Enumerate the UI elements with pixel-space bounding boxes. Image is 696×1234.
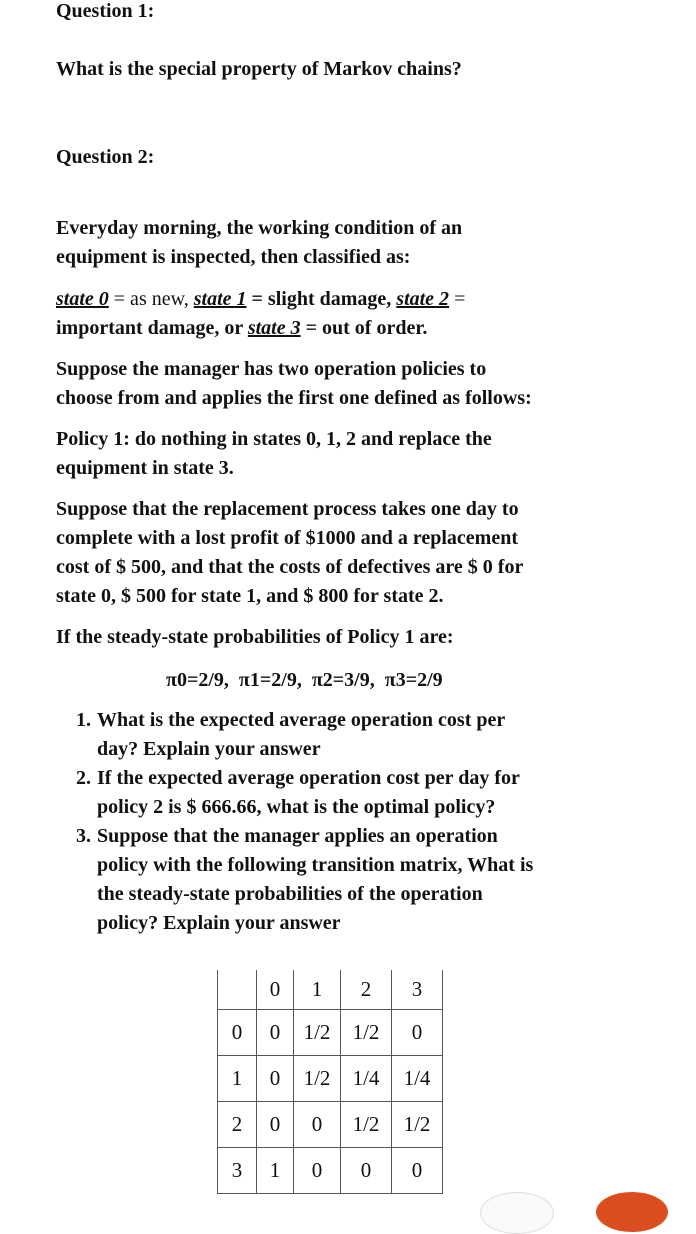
state-1-label: state 1 [193, 288, 247, 310]
matrix-cell: 1 [257, 1148, 294, 1194]
intro-paragraph [56, 214, 462, 272]
list-number: 1. [76, 709, 91, 731]
intro-line: equipment is inspected, then classified as: [56, 246, 411, 268]
matrix-cell: 1/4 [341, 1056, 392, 1102]
replacement-line: Suppose that the replacement process takes one day to [56, 498, 519, 520]
states-line-2 [56, 314, 465, 343]
matrix-cell: 1/2 [341, 1010, 392, 1056]
replacement-line: state 0, $ 500 for state 1, and $ 800 for state 2. [56, 585, 444, 607]
matrix-cell: 1/4 [392, 1056, 443, 1102]
matrix-row-label: 0 [218, 1010, 257, 1056]
matrix-row [218, 1010, 443, 1056]
matrix-cell: 1/2 [294, 1010, 341, 1056]
policy-1-line: equipment in state 3. [56, 457, 234, 479]
matrix-cell: 0 [392, 1148, 443, 1194]
policies-line: choose from and applies the first one defined as follows: [56, 387, 532, 409]
matrix-cell: 0 [257, 1056, 294, 1102]
matrix-row [218, 1056, 443, 1102]
policy-1-paragraph [56, 425, 492, 483]
question-1-heading: Question 1: [56, 0, 155, 22]
matrix-row-label: 1 [218, 1056, 257, 1102]
matrix-cell: 0 [257, 1102, 294, 1148]
policy-1-line: Policy 1: do nothing in states 0, 1, 2 and replace the [56, 428, 492, 450]
policies-paragraph [56, 355, 532, 413]
policies-line: Suppose the manager has two operation policies to [56, 358, 487, 380]
matrix-corner-cell [218, 970, 257, 1010]
matrix-cell: 0 [294, 1148, 341, 1194]
steady-state-probabilities: π0=2/9, π1=2/9, π2=3/9, π3=2/9 [166, 669, 443, 691]
matrix-row [218, 1102, 443, 1148]
list-item-2 [76, 764, 533, 793]
intro-line: Everyday morning, the working condition of an [56, 217, 463, 239]
matrix-cell: 0 [392, 1010, 443, 1056]
matrix-cell: 0 [341, 1148, 392, 1194]
matrix-header-row [218, 970, 443, 1010]
steady-state-intro: If the steady-state probabilities of Policy 1 are: [56, 626, 454, 648]
matrix-header-cell: 1 [294, 970, 341, 1010]
state-text: = [449, 288, 466, 310]
matrix-row-label: 2 [218, 1102, 257, 1148]
matrix-cell: 1/2 [392, 1102, 443, 1148]
list-number: 2. [76, 767, 91, 789]
matrix-cell: 0 [294, 1102, 341, 1148]
list-text: day? Explain your answer [97, 738, 321, 760]
list-number: 3. [76, 825, 91, 847]
state-text: = slight damage, [246, 288, 397, 310]
floating-action-button[interactable] [480, 1192, 554, 1234]
list-text: policy 2 is $ 666.66, what is the optimal policy? [97, 796, 496, 818]
matrix-header-cell: 0 [257, 970, 294, 1010]
list-item-1 [76, 706, 533, 735]
matrix-row [218, 1148, 443, 1194]
states-line-1 [56, 285, 465, 314]
state-text: = as new, [108, 288, 194, 310]
question-2-heading: Question 2: [56, 146, 155, 168]
floating-action-button-accent[interactable] [596, 1192, 668, 1232]
states-paragraph [56, 285, 465, 343]
list-item-3 [76, 822, 533, 851]
list-text: If the expected average operation cost per day for [97, 767, 520, 789]
replacement-line: cost of $ 500, and that the costs of defectives are $ 0 for [56, 556, 524, 578]
state-3-label: state 3 [247, 317, 301, 339]
question-list [76, 706, 533, 938]
state-2-label: state 2 [396, 288, 450, 310]
list-text: policy? Explain your answer [97, 912, 341, 934]
state-text: important damage, or [56, 317, 248, 339]
list-text: What is the expected average operation cost per [97, 709, 506, 731]
matrix-cell: 1/2 [341, 1102, 392, 1148]
state-text: = out of order. [300, 317, 428, 339]
replacement-line: complete with a lost profit of $1000 and a replacement [56, 527, 518, 549]
matrix-row-label: 3 [218, 1148, 257, 1194]
list-text: the steady-state probabilities of the operation [97, 883, 483, 905]
list-text: Suppose that the manager applies an operation [97, 825, 498, 847]
list-text: policy with the following transition matrix, What is [97, 854, 534, 876]
state-0-label: state 0 [56, 288, 109, 310]
transition-matrix [217, 970, 443, 1194]
matrix-cell: 0 [257, 1010, 294, 1056]
replacement-paragraph [56, 495, 523, 611]
matrix-header-cell: 3 [392, 970, 443, 1010]
matrix-header-cell: 2 [341, 970, 392, 1010]
matrix-cell: 1/2 [294, 1056, 341, 1102]
question-1-text: What is the special property of Markov chains? [56, 58, 462, 80]
